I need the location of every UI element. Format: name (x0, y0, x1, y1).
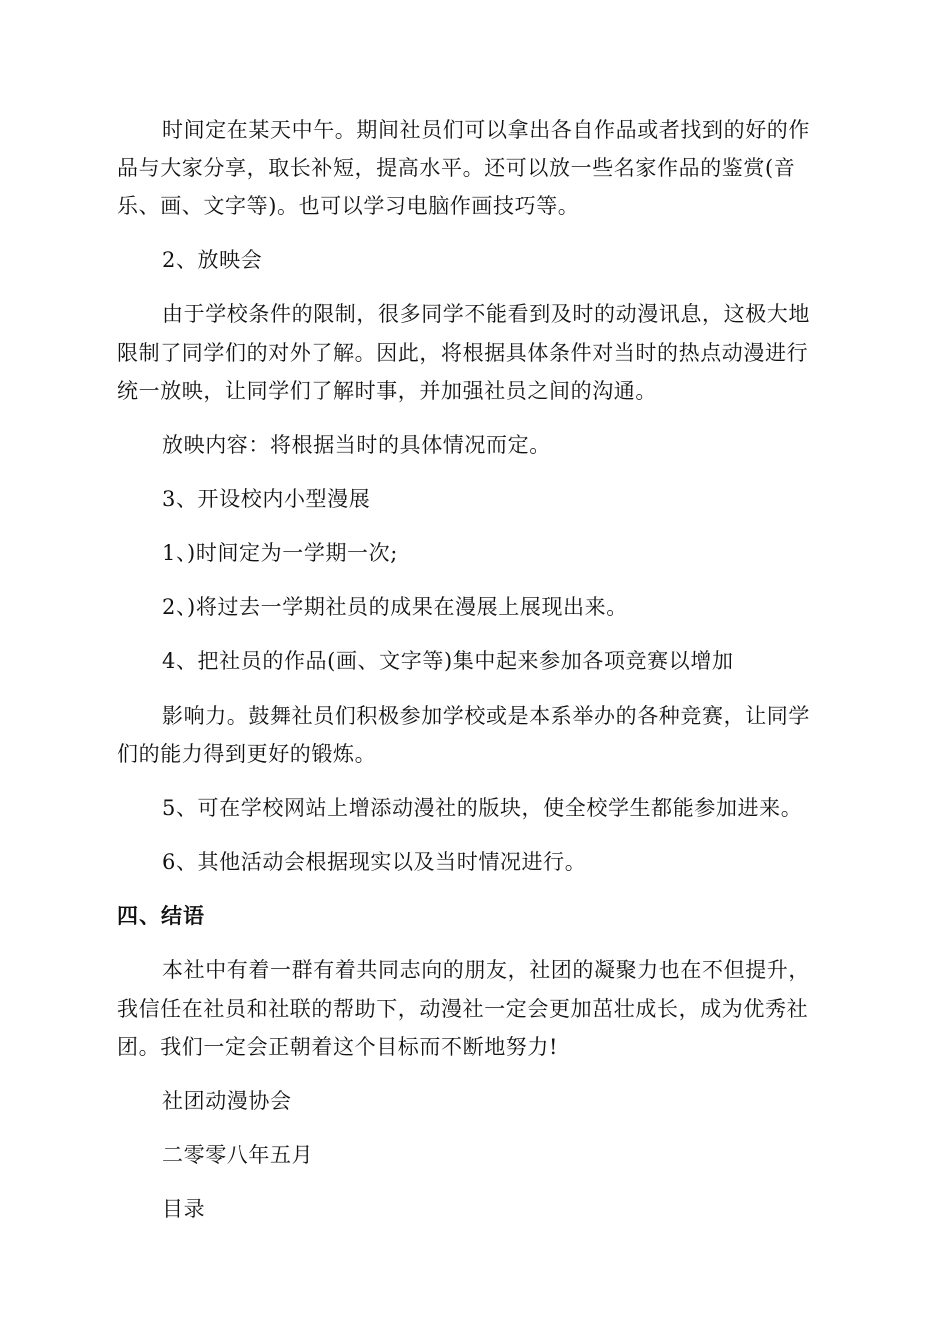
paragraph-line: 统一放映，让同学们了解时事，并加强社员之间的沟通。 (117, 379, 657, 403)
content-line: 放映内容：将根据当时的具体情况而定。 (162, 433, 551, 457)
section-heading: 四、结语 (117, 904, 205, 928)
toc-label: 目录 (162, 1197, 206, 1221)
paragraph-line: 影响力。鼓舞社员们积极参加学校或是本系举办的各种竞赛，让同学 (162, 704, 810, 728)
paragraph-line: 们的能力得到更好的锻炼。 (117, 742, 377, 766)
paragraph-line: 团。我们一定会正朝着这个目标而不断地努力! (117, 1035, 559, 1059)
paragraph-line: 本社中有着一群有着共同志向的朋友，社团的凝聚力也在不但提升， (162, 958, 810, 982)
signature-date: 二零零八年五月 (162, 1143, 314, 1167)
sub-item-2: 2、)将过去一学期社员的成果在漫展上展现出来。 (162, 595, 628, 619)
signature-org: 社团动漫协会 (162, 1089, 292, 1113)
list-item-4: 4、把社员的作品(画、文字等)集中起来参加各项竞赛以增加 (162, 649, 734, 673)
sub-item-1: 1、)时间定为一学期一次; (162, 541, 398, 565)
paragraph-line: 乐、画、文字等)。也可以学习电脑作画技巧等。 (117, 194, 580, 218)
list-item-5: 5、可在学校网站上增添动漫社的版块，使全校学生都能参加进来。 (162, 796, 803, 820)
list-item-2: 2、放映会 (162, 248, 263, 272)
list-item-6: 6、其他活动会根据现实以及当时情况进行。 (162, 850, 587, 874)
paragraph-line: 由于学校条件的限制，很多同学不能看到及时的动漫讯息，这极大地 (162, 302, 810, 326)
paragraph-line: 限制了同学们的对外了解。因此，将根据具体条件对当时的热点动漫进行 (117, 341, 809, 365)
paragraph-line: 我信任在社员和社联的帮助下，动漫社一定会更加茁壮成长，成为优秀社 (117, 997, 809, 1021)
paragraph-line: 品与大家分享，取长补短，提高水平。还可以放一些名家作品的鉴赏(音 (117, 156, 796, 180)
paragraph-line: 时间定在某天中午。期间社员们可以拿出各自作品或者找到的好的作 (162, 118, 810, 142)
list-item-3: 3、开设校内小型漫展 (162, 487, 371, 511)
